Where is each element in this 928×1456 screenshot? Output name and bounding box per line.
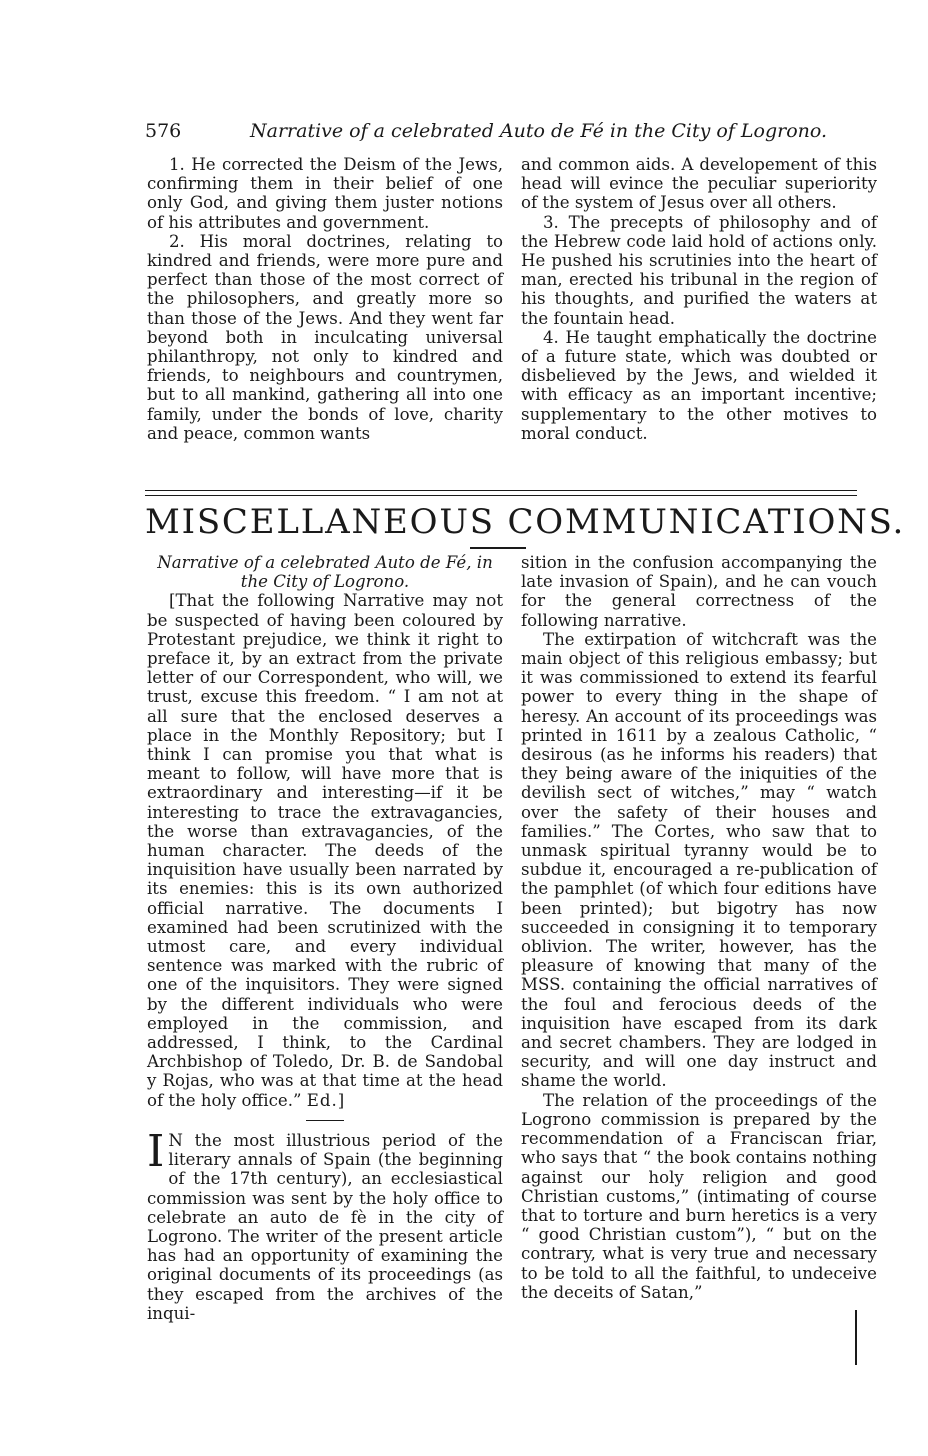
margin-mark <box>855 1310 857 1365</box>
paragraph-continuation: and common aids. A developement of this head will evince the peculiar superiority of the system of Jesus over all others. <box>521 155 877 213</box>
article-body-text: N the most illustrious period of the literary annals of Spain (the beginning of the 17th century), an ecclesiastical commission was sent by the holy office to celebrate an auto de fè in the city of Logrono. The writer of the present article has had an opportunity of examining the original documents of its proceedings (as they escaped from the archives of the inqui- <box>147 1130 503 1323</box>
paragraph-point-4: 4. He taught emphatically the doctrine of a future state, which was doubted or disbelieved by the Jews, and wielded it with efficacy as an important incentive; supplementary to the other motives to moral conduct. <box>521 327 877 443</box>
article-right-column <box>521 553 877 1302</box>
running-header <box>145 116 860 146</box>
editor-signature: Ed.] <box>306 1090 346 1110</box>
article-opening-paragraph <box>147 1125 503 1323</box>
running-title: Narrative of a celebrated Auto de Fé in the City of Logrono. <box>250 120 828 142</box>
paragraph-point-1: 1. He corrected the Deism of the Jews, confirming them in their belief of one only God, and giving them juster notions of his attributes and government. <box>147 155 503 232</box>
short-rule-divider <box>306 1120 344 1121</box>
article-left-column <box>147 553 503 1323</box>
double-rule-divider <box>145 490 857 496</box>
paragraph-point-2: 2. His moral doctrines, relating to kindred and friends, were more pure and perfect than those of the most correct of the philosophers, and greatly more so than those of the Jews. And they went far beyond both in inculcating universal philanthropy, not only to kindred and friends, to neighbours and countrymen, but to all mankind, gathering all into one family, under the bonds of love, charity and peace, common wants <box>147 231 503 443</box>
article-title: Narrative of a celebrated Auto de Fé, in the City of Logrono. <box>157 553 493 592</box>
short-rule-divider <box>470 547 526 549</box>
top-left-column <box>147 155 503 443</box>
editor-note <box>147 591 503 1109</box>
article-paragraph: The relation of the proceedings of the Logrono commission is prepared by the recommendation of a Franciscan friar, who says that “ the book contains nothing against our holy religion and good Christian customs,” (intimating of course that to torture and burn heretics is a very “ good Christian custom”), “ but on the contrary, what is very true and necessary to be told to all the faithful, to undeceive the deceits of Satan,” <box>521 1090 877 1302</box>
editor-note-text: [That the following Narrative may not be suspected of having been coloured by Protestant prejudice, we think it right to preface it, by an extract from the private letter of our Correspondent, who will, we trust, excuse this freedom. “ I am not at all sure that the enclosed deserves a place in the Monthly Repository; but I think I can promise you that what is meant to follow, will have more that is extraordinary and interesting—if it be interesting to trace the extravagancies, the worse than extravagancies, of the human character. The deeds of the inquisition have usually been narrated by its enemies: this is its own authorized official narrative. The documents I examined had been scrutinized with the utmost care, and every individual sentence was marked with the rubric of one of the inquisitors. They were signed by the different individuals who were employed in the commission, and addressed, I think, to the Cardinal Archbishop of Toledo, Dr. B. de Sandobal y Rojas, who was at that time at the head of the holy office.” <box>147 591 503 1110</box>
top-right-column <box>521 155 877 443</box>
page-number: 576 <box>145 120 182 142</box>
section-title: MISCELLANEOUS COMMUNICATIONS. <box>145 502 906 542</box>
article-paragraph: sition in the confusion accompanying the late invasion of Spain), and he can vouch for the general correctness of the following narrative. <box>521 553 877 630</box>
paragraph-point-3: 3. The precepts of philosophy and of the Hebrew code laid hold of actions only. He pushed his scrutinies into the heart of man, erected his tribunal in the region of his thoughts, and purified the waters at the fountain head. <box>521 212 877 328</box>
drop-cap: I <box>147 1125 165 1177</box>
article-paragraph: The extirpation of witchcraft was the main object of this religious embassy; but it was commissioned to extend its fearful power to every thing in the shape of heresy. An account of its proceedings was printed in 1611 by a zealous Catholic, “ desirous (as he informs his readers) that they being aware of the iniquities of the devilish sect of witches,” may “ watch over the safety of their houses and families.” The Cortes, who saw that to unmask spiritual tyranny would be to subdue it, encouraged a re-publication of the pamphlet (of which four editions have been printed); but bigotry has now succeeded in consigning it to temporary oblivion. The writer, however, has the pleasure of knowing that many of the MSS. containing the official narratives of the foul and ferocious deeds of the inquisition have escaped from its dark and secret chambers. They are lodged in security, and will one day instruct and shame the world. <box>521 629 877 1091</box>
